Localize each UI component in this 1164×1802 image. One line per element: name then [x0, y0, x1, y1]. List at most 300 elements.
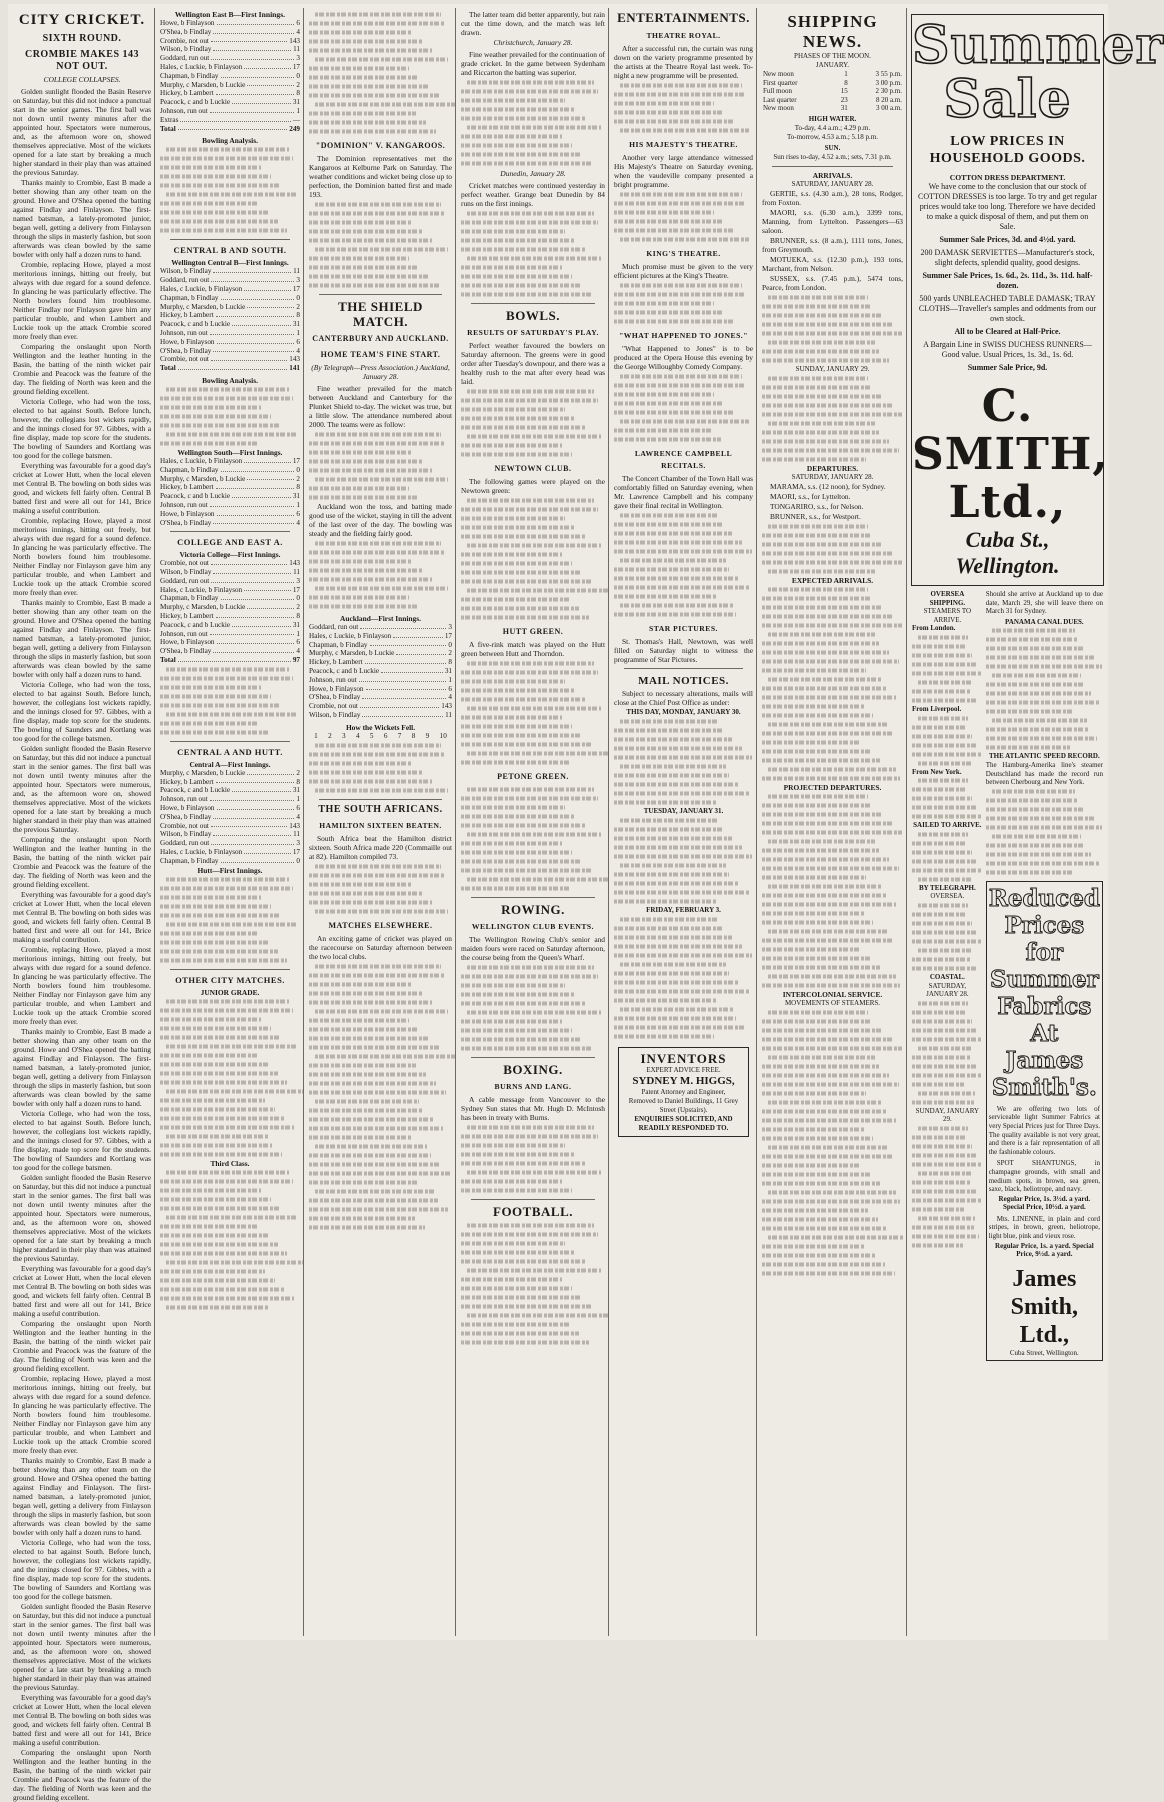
- batsman-name: Murphy, c Marsden, b Luckie: [160, 768, 246, 777]
- batsman-name: O'Shea, b Findlay: [309, 693, 361, 702]
- batsman-row: [309, 702, 452, 711]
- batsman-name: Howe, b Finlayson: [309, 684, 364, 693]
- shipping-entry: SUSSEX, s.s. (7.45 p.m.), 5474 tons, Pearce, from London.: [762, 273, 903, 292]
- article-subhead: CANTERBURY AND AUCKLAND.: [312, 334, 449, 343]
- batsman-row: [160, 89, 300, 98]
- batsman-runs: 1: [296, 106, 300, 115]
- fall-number: 9: [425, 731, 430, 740]
- oversea-shipping-left: [912, 590, 983, 1361]
- batsman-name: Peacock, c and b Luckie: [160, 620, 231, 629]
- batsman-runs: 4: [296, 346, 300, 355]
- batsman-row: [160, 466, 300, 475]
- column-rule: [303, 8, 304, 1636]
- batsman-name: Chapman, b Findlay: [160, 856, 219, 865]
- batsman-row: [160, 586, 300, 595]
- article-dateline: (By Telegraph—Press Association.) Auckland, January 28.: [311, 363, 450, 381]
- filler-text: [614, 511, 753, 619]
- batsman-row: [309, 711, 452, 720]
- batsman-name: Goddard, run out: [160, 839, 210, 848]
- article-subhead: HUTT GREEN.: [502, 627, 564, 636]
- article-subhead: COLLEGE COLLAPSES.: [43, 75, 121, 84]
- advert-title: Reduced Prices for: [988, 884, 1100, 966]
- filler-text: [762, 792, 903, 990]
- advert-body: SPOT SHANTUNGS, in champagne grounds, with small and medium spots, in brown, sea green, saxe, black, heliotrope, and navy.: [988, 1159, 1100, 1194]
- oversea-shipping-block: [909, 590, 1106, 1361]
- mail-date: TUESDAY, JANUARY 31.: [643, 807, 724, 815]
- batsman-name: Hales, c Luckie, b Finlayson: [309, 631, 392, 640]
- filler-text: [614, 717, 753, 807]
- article-paragraph: Thanks mainly to Crombie, East B made a better showing than any other team on the ground. Howe and O'Shea opened the batting against Findlay and Finlayson. The first-named batsman, a lately-promoted junior, began well, getting a delivery from Finlayson through the slips in masterly fashion, but soon afterwards was clean bowled by the same bowler with only half a dozen runs to hand.: [13, 598, 151, 679]
- batsman-runs: 143: [441, 702, 452, 711]
- batsman-runs: 1: [448, 675, 452, 684]
- batsman-name: O'Shea, b Findlay: [160, 346, 212, 355]
- batsman-row: [160, 19, 300, 28]
- advert-brand: James Smith, Ltd.,: [1010, 1265, 1079, 1348]
- batsman-row: [160, 510, 300, 519]
- article-subhead: THE ATLANTIC SPEED RECORD.: [988, 752, 1100, 761]
- article-subhead: PANAMA CANAL DUES.: [1005, 617, 1084, 626]
- batsman-name: Hickey, b Lambert: [160, 89, 214, 98]
- batsman-runs: 143: [289, 36, 300, 45]
- advert-body: 200 DAMASK SERVIETTES—Manufacturer's stock, slight defects, splendid quality, good designs.: [920, 248, 1095, 267]
- batsman-name: Chapman, b Findlay: [160, 71, 219, 80]
- batsman-name: Hales, c Luckie, b Finlayson: [160, 456, 243, 465]
- batsman-runs: 143: [289, 559, 300, 568]
- article-paragraph: Victoria College, who had won the toss, elected to bat against South. Before lunch, however, the collegians lost wickets rapidly, and the innings closed for 97. Gibbes, with a fine display, made top score for the students. The bowling of Saunders and Kortlang was too good for the college batsmen.: [13, 1109, 151, 1172]
- batsman-runs: 1: [296, 500, 300, 509]
- batsman-runs: 6: [448, 684, 452, 693]
- filler-text: [912, 714, 983, 768]
- article-dateline: Christchurch, January 28.: [493, 38, 573, 47]
- sun-times: Sun rises to-day, 4.52 a.m.; sets, 7.31 p.m.: [773, 152, 892, 161]
- batsman-name: Crombie, not out: [160, 36, 209, 45]
- filler-text: [309, 962, 452, 1232]
- batsman-row: [160, 630, 300, 639]
- shipping-date: SUNDAY, JANUARY 29.: [915, 1106, 980, 1124]
- advert-address: Removed to Daniel Buildings, 11 Grey Street (Upstairs).: [628, 1097, 739, 1114]
- batsman-runs: 11: [293, 568, 300, 577]
- shipping-origin: From New York.: [912, 767, 962, 776]
- advert-body: 500 yards UNBLEACHED TABLE DAMASK; TRAY CLOTHS—Traveller's samples and oddments from our own stock.: [918, 294, 1097, 323]
- advert-dept: COTTON DRESS DEPARTMENT.: [949, 173, 1066, 182]
- batsman-row: [160, 822, 300, 831]
- batsman-name: Murphy, c Marsden, b Luckie: [160, 80, 246, 89]
- article-subhead: PETONE GREEN.: [497, 772, 569, 781]
- batsman-runs: 3: [296, 276, 300, 285]
- batsman-row: [160, 603, 300, 612]
- sun-heading: SUN.: [824, 143, 841, 152]
- batsman-name: Peacock, c and b Luckie: [160, 492, 231, 501]
- innings-heading: Wellington South—First Innings.: [177, 447, 283, 457]
- article-headline: BOXING.: [503, 1062, 563, 1077]
- batsman-row: [160, 804, 300, 813]
- advert-brand: C. SMITH, Ltd.,: [912, 381, 1109, 528]
- batsman-runs: 17: [292, 284, 300, 293]
- batsman-runs: 0: [448, 640, 452, 649]
- innings-heading: Auckland—First Innings.: [340, 614, 421, 623]
- batsman-runs: 17: [292, 848, 300, 857]
- batsman-row: [160, 786, 300, 795]
- article-paragraph: Crombie, replacing Howe, played a most meritorious innings, hitting out freely, but always with due regard for a sound defence. In glancing he was particularly effective. The North bowlers found him troublesome. Neither Findlay nor Finlayson gave him any particular trouble, and when Lambert and Luckie took up the attack Crombie scored more freely than ever.: [13, 260, 151, 341]
- fall-number: 5: [369, 731, 374, 740]
- batsman-row: [309, 649, 452, 658]
- advert-headline: LOW PRICES IN HOUSEHOLD GOODS.: [929, 134, 1086, 166]
- batsman-name: Murphy, c Marsden, b Luckie: [160, 302, 246, 311]
- filler-text: [912, 999, 983, 1107]
- batsman-row: [309, 623, 452, 632]
- moon-row: New moon 31 3 00 a.m.: [763, 104, 902, 112]
- batsman-name: Murphy, c Marsden, b Luckie: [309, 649, 395, 658]
- batsman-name: Murphy, c Marsden, b Luckie: [160, 603, 246, 612]
- article-paragraph: Golden sunlight flooded the Basin Reserve on Saturday, but this did not induce a punctual start in the senior games. The first ball was not down until twenty minutes after the appointed hour. Spectators were numerous, and, as the afternoon wore on, showed themselves appreciative. Most of the wickets opened for a late start by breaking a much higher standard in their play than was attained the previous Saturday.: [13, 1602, 151, 1692]
- batsman-runs: 31: [444, 666, 452, 675]
- article-paragraph: Comparing the onslaught upon North Wellington and the leather hunting in the Basin, the batting of the ninth wicket pair Crombie and Peacock was the feature of the day. The fielding of North was keen and the ground fielding excellent.: [13, 1319, 151, 1373]
- fall-number: 4: [355, 731, 360, 740]
- article-subhead: HOME TEAM'S FINE START.: [320, 350, 441, 359]
- batsman-runs: 2: [296, 302, 300, 311]
- filler-text: [912, 633, 983, 705]
- article-paragraph: After a successful run, the curtain was rung down on the variety programme presented by the artists at the Theatre Royal last week. To-night a new programme will be presented.: [614, 44, 753, 80]
- article-headline: FOOTBALL.: [493, 1204, 573, 1219]
- batsman-name: Hickey, b Lambert: [160, 612, 214, 621]
- filler-text: [762, 374, 903, 464]
- batsman-runs: 4: [448, 693, 452, 702]
- batsman-name: Howe, b Finlayson: [160, 19, 215, 27]
- batsman-row: [160, 647, 300, 656]
- article-subhead: HAMILTON SIXTEEN BEATEN.: [319, 820, 442, 830]
- filler-text: [160, 1168, 300, 1312]
- article-paragraph: Fine weather prevailed for the match between Auckland and Canterbury for the Plunket Shield to-day. The wicket was true, but a little slow. The attendance numbered about 2000. The teams were as follow:: [309, 384, 452, 429]
- batsman-row: [309, 676, 452, 685]
- filler-text: [614, 816, 753, 906]
- advert-subtitle: EXPERT ADVICE FREE.: [646, 1066, 721, 1074]
- article-paragraph: Thanks mainly to Crombie, East B made a better showing than any other team on the ground. Howe and O'Shea opened the batting against Findlay and Finlayson. The first-named batsman, a lately-promoted junior, began well, getting a delivery from Finlayson through the slips in masterly fashion, but soon afterwards was clean bowled by the same bowler with only half a dozen runs to hand.: [13, 178, 151, 259]
- batsman-runs: 11: [293, 45, 300, 54]
- advert-body: We have come to the conclusion that our stock of COTTON DRESSES is too large. To try and get regular prices would take too long. Therefore we have decided to make a quick disposal of them, and put them on Sale.: [918, 182, 1097, 231]
- article-paragraph: Comparing the onslaught upon North Wellington and the leather hunting in the Basin, the batting of the ninth wicket pair Crombie and Peacock was the feature of the day. The fielding of North was keen and the ground fielding excellent.: [13, 835, 151, 889]
- advert-address: Cuba St., Wellington.: [955, 527, 1060, 578]
- extras-label: Extras: [160, 115, 179, 124]
- batsman-name: Wilson, b Findlay: [160, 267, 212, 276]
- batsman-runs: 6: [296, 804, 300, 813]
- total-value: 249: [289, 124, 300, 133]
- article-paragraph: Crombie, replacing Howe, played a most meritorious innings, hitting out freely, but always with due regard for a sound defence. In glancing he was particularly effective. The North bowlers found him troublesome. Neither Findlay nor Finlayson gave him any particular trouble, and when Lambert and Luckie took up the attack Crombie scored more freely than ever.: [13, 945, 151, 1026]
- filler-text: [461, 209, 605, 299]
- shipping-entry: MAORI, s.s., for Lyttelton.: [770, 491, 851, 501]
- advert-body: Mts. LINENNE, in plain and cord stripes, in brown, green, heliotrope, light blue, pink and vieux rose.: [988, 1214, 1100, 1241]
- batsman-name: Goddard, run out: [309, 623, 359, 631]
- james-smith-advert: [986, 881, 1103, 1362]
- batsman-name: Hickey, b Lambert: [309, 658, 363, 667]
- filler-text: [614, 915, 753, 1041]
- batsman-runs: 0: [296, 594, 300, 603]
- filler-text: [461, 963, 605, 1053]
- filler-text: [160, 385, 300, 448]
- batsman-row: [160, 347, 300, 356]
- batsman-name: Chapman, b Findlay: [309, 640, 368, 649]
- article-paragraph: A cable message from Vancouver to the Sydney Sun states that Mr. Hugh D. McIntosh has been in treaty with Burns.: [461, 1095, 605, 1122]
- batsman-runs: 8: [296, 612, 300, 621]
- batsman-name: Johnson, run out: [160, 795, 208, 804]
- advert-price: Summer Sale Price, 9d.: [967, 363, 1048, 372]
- batsman-name: O'Shea, b Findlay: [160, 27, 212, 36]
- batsman-row: [160, 285, 300, 294]
- batsman-name: Goddard, run out: [160, 54, 210, 63]
- batsman-row: [160, 483, 300, 492]
- filler-text: [912, 901, 983, 973]
- batsman-row: [160, 813, 300, 822]
- mail-date: THIS DAY, MONDAY, JANUARY 30.: [626, 708, 741, 716]
- batsman-name: Hales, c Luckie, b Finlayson: [160, 284, 243, 293]
- batsman-runs: 17: [292, 62, 300, 71]
- column-entertainments: [611, 10, 756, 1630]
- batsman-name: Johnson, run out: [160, 500, 208, 509]
- column-shield-match: [306, 10, 455, 1630]
- batsman-runs: 8: [296, 483, 300, 492]
- batsman-runs: 8: [296, 311, 300, 320]
- batsman-name: Wilson, b Findlay: [160, 830, 212, 839]
- filler-text: [309, 862, 452, 916]
- round-heading: SIXTH ROUND.: [42, 33, 122, 44]
- batsman-runs: 4: [296, 812, 300, 821]
- batsman-row: [160, 612, 300, 621]
- batsman-row: [309, 632, 452, 641]
- article-paragraph: Fine weather prevailed for the continuation of grade cricket. In the game between Sydenham and Riccarton the batting was superior.: [461, 50, 605, 77]
- filler-text: [309, 430, 452, 502]
- advert-title: INVENTORS: [640, 1051, 727, 1066]
- fall-number: 3: [342, 731, 346, 740]
- batsman-runs: 2: [296, 603, 300, 612]
- filler-text: [160, 665, 300, 737]
- fall-of-wickets: [309, 732, 452, 741]
- article-headline: BOWLS.: [506, 308, 560, 323]
- shipping-origin: From London.: [912, 624, 956, 633]
- article-subhead: HIS MAJESTY'S THEATRE.: [629, 140, 738, 149]
- moon-row: Last quarter 23 8 20 a.m.: [763, 95, 902, 104]
- article-paragraph: Victoria College, who had won the toss, elected to bat against South. Before lunch, however, the collegians lost wickets rapidly, and the innings closed for 97. Gibbes, with a fine display, made top score for the students. The bowling of Saunders and Kortlang was too good for the college batsmen.: [13, 680, 151, 743]
- article-paragraph: Golden sunlight flooded the Basin Reserve on Saturday, but this did not induce a punctual start in the senior games. The first ball was not down until twenty minutes after the appointed hour. Spectators were numerous, and, as the afternoon wore on, showed themselves appreciative. Most of the wickets opened for a late start by breaking a much higher standard in their play than was attained the previous Saturday.: [13, 1173, 151, 1263]
- batsman-name: Hales, c Luckie, b Finlayson: [160, 585, 243, 594]
- article-paragraph: Auckland won the toss, and batting made good use of the wicket, staying in till the advent of the last over of the day. The bowling was steady and the fielding fairly good.: [309, 502, 452, 538]
- batsman-runs: 11: [293, 830, 300, 839]
- batsman-name: Howe, b Finlayson: [160, 509, 215, 518]
- article-paragraph: The Wellington Rowing Club's senior and maiden fours were raced on Saturday afternoon, the course being from the Queen's Wharf.: [461, 935, 605, 962]
- batsman-row: [160, 638, 300, 647]
- batsman-row: [160, 276, 300, 285]
- grade-heading: JUNIOR GRADE.: [200, 987, 260, 997]
- shipping-heading: BY TELEGRAPH.: [918, 883, 976, 892]
- batsman-runs: 2: [296, 474, 300, 483]
- batsman-runs: 1: [296, 328, 300, 337]
- batsman-runs: 6: [296, 509, 300, 518]
- advert-role: Patent Attorney and Engineer,: [641, 1088, 726, 1096]
- shipping-date: SATURDAY, JANUARY 28.: [926, 981, 969, 999]
- shipping-heading: OVERSEA SHIPPING.: [929, 590, 966, 607]
- moon-row: First quarter 8 3 00 p.m.: [763, 78, 902, 87]
- total-label: Total: [160, 124, 176, 133]
- total-row: [160, 656, 300, 665]
- filler-text: [461, 1221, 605, 1347]
- advert-body: A Bargain Line in SWISS DUCHESS RUNNERS—Good value. Usual Prices, 1s. 3d., 1s. 6d.: [923, 340, 1092, 359]
- article-headline: ROWING.: [501, 902, 565, 917]
- advert-title-sale: Sale: [943, 69, 1072, 130]
- article-paragraph: The following games were played on the Newtown green:: [461, 477, 605, 495]
- filler-text: [762, 522, 903, 576]
- batsman-row: [160, 72, 300, 81]
- filler-text: [986, 626, 1103, 752]
- batsman-name: O'Shea, b Findlay: [160, 647, 212, 656]
- intercolonial-heading: INTERCOLONIAL SERVICE.: [782, 989, 883, 999]
- shipping-entry: BRUNNER, s.s. (8 a.m.), 1111 tons, Jones, from Greymouth.: [762, 235, 903, 254]
- batsman-row: [160, 28, 300, 37]
- batsman-row: [160, 848, 300, 857]
- filler-text: [160, 145, 300, 235]
- bowling-heading: Bowling Analysis.: [202, 375, 258, 385]
- article-paragraph: Perfect weather favoured the bowlers on Saturday afternoon. The greens were in good order after Tuesday's downpour, and there was a healthy rush to the mat after every head was laid.: [461, 341, 605, 386]
- batsman-runs: 0: [296, 856, 300, 865]
- article-paragraph: Crombie, replacing Howe, played a most meritorious innings, hitting out freely, but always with due regard for a sound defence. In glancing he was particularly effective. The North bowlers found him troublesome. Neither Findlay nor Finlayson gave him any particular trouble, and when Lambert and Luckie took up the attack Crombie scored more freely than ever.: [13, 1374, 151, 1455]
- batsman-runs: 1: [296, 629, 300, 638]
- departures-heading: DEPARTURES.: [806, 463, 859, 473]
- advert-body: We are offering two lots of serviceable light Summer Fabrics at very Special Prices just for Three Days. The quality available is not very great, and there is a fair representation of all the fashionable colours.: [988, 1104, 1100, 1156]
- shipping-entry: MARAMA, s.s. (12 noon), for Sydney.: [770, 481, 886, 491]
- article-paragraph: Everything was favourable for a good day's cricket at Lower Hutt, when the local eleven met Central B. The bowling on both sides was good, and wickets fell fairly often. Central B batted first and were all out for 141, Brice making a useful contribution.: [13, 1693, 151, 1747]
- shipping-entry: BRUNNER, s.s., for Westport.: [770, 511, 861, 521]
- innings-heading: Wellington East B—First Innings.: [174, 10, 286, 19]
- total-row: [160, 125, 300, 134]
- innings-heading: Victoria College—First Innings.: [179, 550, 281, 560]
- batsman-row: [160, 769, 300, 778]
- batsman-runs: 31: [292, 98, 300, 107]
- article-paragraph: Golden sunlight flooded the Basin Reserve on Saturday, but this did not induce a punctual start in the senior games. The first ball was not down until twenty minutes after the appointed hour. Spectators were numerous, and, as the afternoon wore on, showed themselves appreciative. Most of the wickets opened for a late start by breaking a much higher standard in their play than was attained the previous Saturday.: [13, 744, 151, 834]
- article-paragraph: Victoria College, who had won the toss, elected to bat against South. Before lunch, however, the collegians lost wickets rapidly, and the innings closed for 97. Gibbes, with a fine display, made top score for the students. The bowling of Saunders and Kortlang was too good for the college batsmen.: [13, 1538, 151, 1601]
- batsman-name: Hickey, b Lambert: [160, 777, 214, 786]
- article-headline: THE SOUTH AFRICANS.: [318, 803, 443, 815]
- filler-text: [160, 997, 300, 1159]
- article-subhead: RESULTS OF SATURDAY'S PLAY.: [467, 328, 599, 337]
- shipping-subheading: COASTAL.: [929, 972, 965, 981]
- total-value: 141: [289, 364, 300, 373]
- filler-text: [614, 190, 753, 244]
- batsman-name: Wilson, b Findlay: [160, 568, 212, 577]
- high-water-tomorrow: To-morrow, 4.53 a.m.; 5.18 p.m.: [786, 132, 879, 141]
- filler-text: [912, 1124, 983, 1250]
- batsman-row: [160, 107, 300, 116]
- section-masthead: CITY CRICKET.: [18, 12, 146, 28]
- batsman-runs: 2: [448, 649, 452, 658]
- batsman-runs: 6: [296, 638, 300, 647]
- filler-text: [986, 787, 1103, 877]
- fall-heading: How the Wickets Fell.: [345, 722, 416, 732]
- filler-text: [614, 372, 753, 444]
- total-row: [160, 364, 300, 373]
- moon-row: New moon 1 3 55 p.m.: [763, 70, 902, 78]
- batsman-name: Goddard, run out: [160, 576, 210, 585]
- advert-tagline: ENQUIRIES SOLICITED, AND READILY RESPONDED TO.: [634, 1115, 733, 1132]
- batsman-runs: 17: [292, 456, 300, 465]
- high-water-today: To-day, 4.4 a.m.; 4.29 p.m.: [794, 123, 871, 132]
- batsman-runs: 3: [448, 623, 452, 631]
- batsman-name: Crombie, not out: [160, 355, 209, 364]
- article-paragraph: Thanks mainly to Crombie, East B made a better showing than any other team on the ground. Howe and O'Shea opened the batting against Findlay and Finlayson. The first-named batsman, a lately-promoted junior, began well, getting a delivery from Finlayson through the slips in masterly fashion, but soon afterwards was clean bowled by the same bowler with only half a dozen runs to hand.: [13, 1456, 151, 1537]
- batsman-row: [160, 45, 300, 54]
- article-headline: THE SHIELD MATCH.: [338, 299, 423, 329]
- article-paragraph: Cricket matches were continued yesterday in perfect weather. Grange beat Dunedin by 84 runs on the first innings.: [461, 181, 605, 208]
- section-title: ENTERTAINMENTS.: [617, 10, 750, 25]
- article-paragraph: "What Happened to Jones" is to be produced at the Opera House this evening by the George Willoughby Comedy Company.: [614, 344, 753, 371]
- advert-name: SYDNEY M. HIGGS,: [632, 1075, 735, 1087]
- batsman-runs: 2: [296, 768, 300, 777]
- batsman-row: [160, 839, 300, 848]
- batsman-row: [160, 311, 300, 320]
- article-subhead: BURNS AND LANG.: [494, 1082, 572, 1091]
- batsman-row: [160, 795, 300, 804]
- filler-text: [309, 741, 452, 795]
- batsman-runs: 4: [296, 518, 300, 527]
- article-paragraph: Golden sunlight flooded the Basin Reserve on Saturday, but this did not induce a punctual start in the senior games. The first ball was not down until twenty minutes after the appointed hour. Spectators were numerous, and, as the afternoon wore on, showed themselves appreciative. Most of the wickets opened for a late start by breaking a much higher standard in their play than was attained the previous Saturday.: [13, 87, 151, 177]
- arrivals-heading: ARRIVALS.: [812, 170, 853, 180]
- batsman-name: O'Shea, b Findlay: [160, 812, 212, 821]
- departures-date: SATURDAY, JANUARY 28.: [791, 472, 874, 481]
- article-paragraph: The latter team did better apparently, but rain cut the time down, and the match was left drawn.: [461, 10, 605, 37]
- advert-price: Regular Price, 1s. 3½d. a yard. Special Price, 10½d. a yard.: [998, 1194, 1091, 1212]
- batsman-runs: 11: [445, 710, 452, 719]
- filler-text: [762, 585, 903, 783]
- batsman-name: Howe, b Finlayson: [160, 804, 215, 813]
- article-paragraph: Another very large attendance witnessed His Majesty's Theatre on Saturday evening, when the vaudeville company presented a bright programme.: [614, 153, 753, 189]
- total-label: Total: [160, 364, 176, 373]
- match-heading: CENTRAL B AND SOUTH.: [173, 245, 287, 256]
- article-paragraph: St. Thomas's Hall, Newtown, was well filled on Saturday night to witness the programme of Star Pictures.: [614, 637, 753, 664]
- column-rule: [608, 8, 609, 1636]
- fall-number: 7: [397, 731, 402, 740]
- filler-text: [309, 539, 452, 611]
- section-title: MAIL NOTICES.: [638, 675, 729, 687]
- projected-heading: PROJECTED DEPARTURES.: [783, 782, 882, 792]
- moon-table: [762, 70, 903, 113]
- batsman-row: [160, 63, 300, 72]
- fall-number: 2: [328, 731, 332, 740]
- batsman-runs: 31: [292, 786, 300, 795]
- batsman-name: Crombie, not out: [160, 559, 209, 568]
- article-paragraph: The Dominion representatives met the Kangaroos at Kelburne Park on Saturday. The weather conditions and wicket being close up to perfection, the Dominion batted first and made 193.: [309, 154, 452, 199]
- batsman-row: [160, 355, 300, 364]
- batsman-row: [160, 621, 300, 630]
- batsman-row: [160, 519, 300, 528]
- fall-number: 8: [411, 731, 416, 740]
- article-subhead: STAR PICTURES.: [649, 624, 718, 633]
- shipping-subheading: OVERSEA.: [930, 892, 965, 901]
- batsman-row: [160, 492, 300, 501]
- batsman-name: Hickey, b Lambert: [160, 311, 214, 320]
- batsman-runs: 8: [296, 777, 300, 786]
- batsman-runs: 143: [289, 355, 300, 364]
- batsman-name: Howe, b Finlayson: [160, 337, 215, 346]
- batsman-runs: 4: [296, 27, 300, 36]
- column-adverts: [909, 10, 1164, 1630]
- moon-row: Full moon 15 2 30 p.m.: [763, 87, 902, 95]
- column-city-cricket: [10, 10, 154, 1802]
- shipping-heading: SAILED TO ARRIVE.: [913, 821, 982, 830]
- column-rule: [906, 8, 907, 1636]
- batsman-runs: 17: [444, 631, 452, 640]
- batsman-row: [309, 693, 452, 702]
- batsman-row: [160, 81, 300, 90]
- total-value: 97: [292, 656, 300, 665]
- batsman-runs: 31: [292, 492, 300, 501]
- article-paragraph: South Africa beat the Hamilton district sixteen. South Africa made 220 (Commaille out at 82). Hamilton compiled 73.: [309, 833, 452, 861]
- moon-month: JANUARY.: [815, 61, 850, 69]
